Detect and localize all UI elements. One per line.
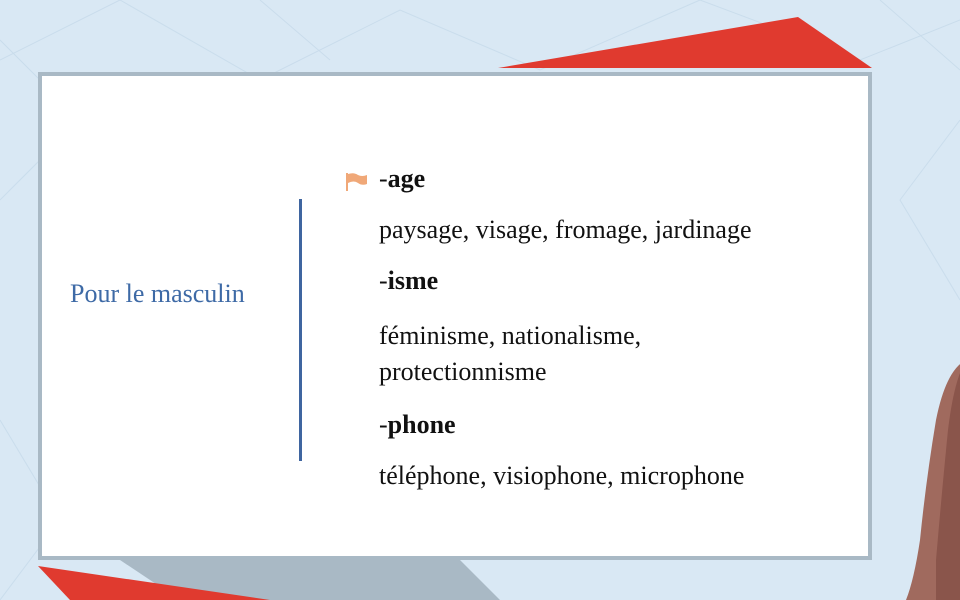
category-label: Pour le masculin	[70, 279, 245, 308]
examples-isme	[379, 318, 641, 390]
suffix-age: -age	[379, 164, 426, 193]
examples-age: paysage, visage, fromage, jardinage	[379, 215, 752, 244]
slide-panel	[38, 72, 872, 560]
top-red-triangle	[498, 17, 872, 68]
suffix-phone: -phone	[379, 410, 456, 439]
presenter-partial	[906, 360, 960, 600]
examples-phone: téléphone, visiophone, microphone	[379, 461, 745, 490]
divider-line	[299, 199, 302, 461]
examples-isme-line1: féminisme, nationalisme,	[379, 321, 642, 350]
examples-isme-line2: protectionnisme	[379, 357, 547, 386]
suffix-isme: -isme	[379, 266, 439, 295]
flag-icon	[344, 172, 368, 192]
